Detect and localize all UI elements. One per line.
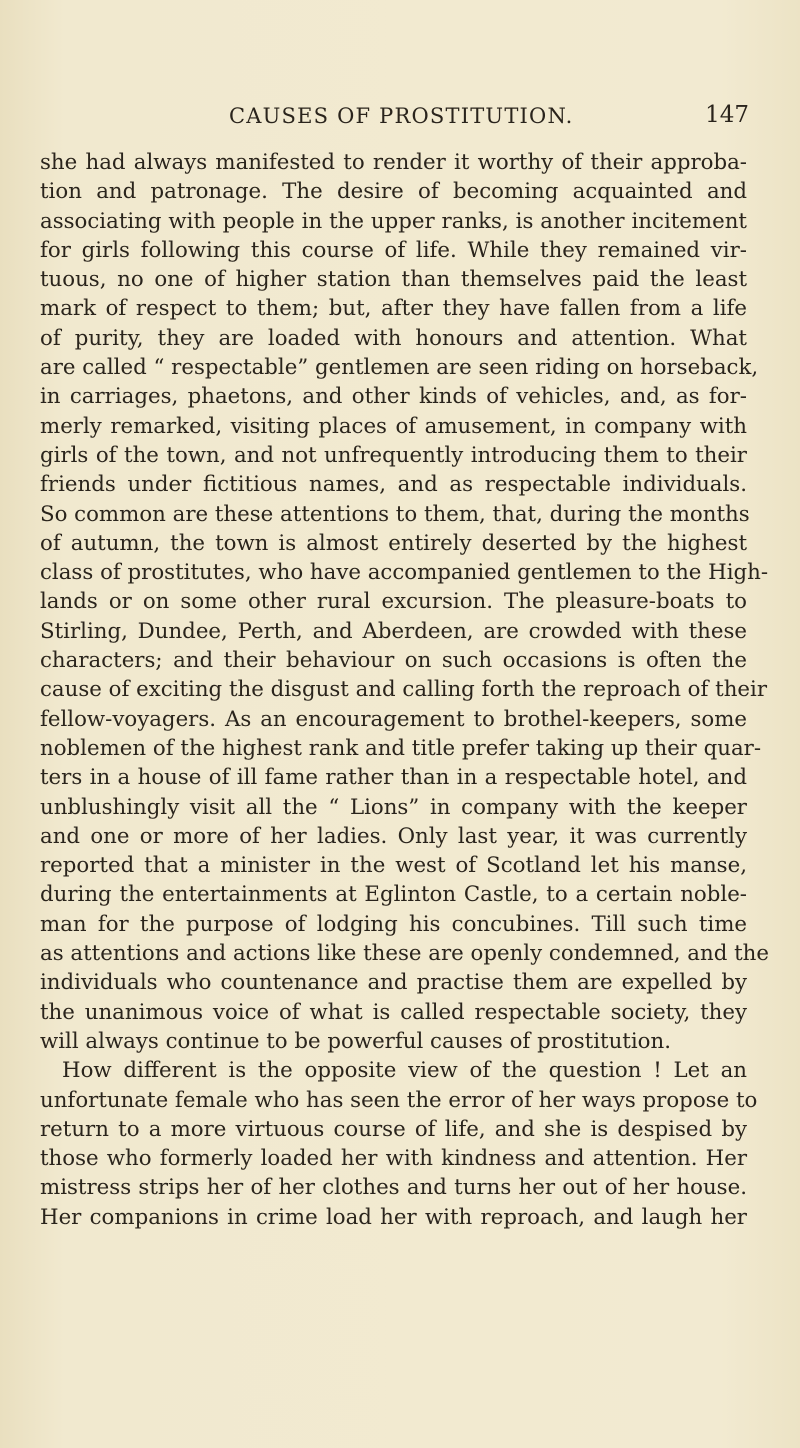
text-line: tuous, no one of higher station than themselves paid the least: [40, 267, 747, 293]
text-line: during the entertainments at Eglinton Castle, to a certain noble-: [40, 882, 747, 908]
page-header: [229, 104, 749, 144]
text-line: the unanimous voice of what is called respectable society, they: [40, 999, 747, 1025]
page-number: 147: [705, 102, 749, 128]
text-line: cause of exciting the disgust and calling forth the reproach of their: [40, 677, 768, 703]
text-line: those who formerly loaded her with kindness and attention. Her: [40, 1146, 747, 1172]
text-line: as attentions and actions like these are openly condemned, and the: [40, 941, 769, 967]
running-head: CAUSES OF PROSTITUTION.: [229, 104, 574, 128]
text-line: tion and patronage. The desire of becoming acquainted and: [40, 179, 747, 205]
text-line: friends under fictitious names, and as respectable individuals.: [40, 472, 747, 498]
text-line: are called “ respectable” gentlemen are seen riding on horseback,: [40, 355, 759, 381]
text-line: lands or on some other rural excursion. The pleasure-boats to: [40, 589, 747, 615]
text-line: of purity, they are loaded with honours and attention. What: [40, 325, 747, 351]
text-line: girls of the town, and not unfrequently introducing them to their: [40, 442, 747, 468]
text-line: ters in a house of ill fame rather than in a respectable hotel, and: [40, 765, 747, 791]
body-text: [40, 148, 769, 1232]
text-line: man for the purpose of lodging his concubines. Till such time: [40, 911, 747, 937]
text-line: Her companions in crime load her with reproach, and laugh her: [40, 1204, 747, 1230]
text-line: unblushingly visit all the “ Lions” in company with the keeper: [40, 794, 747, 820]
text-line: return to a more virtuous course of life, and she is despised by: [40, 1116, 747, 1142]
text-line: reported that a minister in the west of Scotland let his manse,: [40, 853, 747, 879]
text-line: unfortunate female who has seen the error of her ways propose to: [40, 1087, 758, 1113]
text-line: merly remarked, visiting places of amusement, in company with: [40, 413, 747, 439]
text-line: individuals who countenance and practise them are expelled by: [40, 970, 747, 996]
text-line: How different is the opposite view of the question ! Let an: [62, 1058, 747, 1084]
text-line: of autumn, the town is almost entirely deserted by the highest: [40, 530, 747, 556]
text-line: Stirling, Dundee, Perth, and Aberdeen, are crowded with these: [40, 618, 747, 644]
text-line: fellow-voyagers. As an encouragement to brothel-keepers, some: [40, 706, 747, 732]
text-line: and one or more of her ladies. Only last year, it was currently: [40, 823, 747, 849]
text-line: mark of respect to them; but, after they have fallen from a life: [40, 296, 747, 322]
text-line: class of prostitutes, who have accompanied gentlemen to the High-: [40, 560, 769, 586]
text-line: mistress strips her of her clothes and turns her out of her house.: [40, 1175, 747, 1201]
text-line: associating with people in the upper ranks, is another incitement: [40, 208, 747, 234]
text-line: will always continue to be powerful causes of prostitution.: [40, 1028, 671, 1054]
text-line: characters; and their behaviour on such occasions is often the: [40, 648, 747, 674]
text-line: she had always manifested to render it worthy of their approba-: [40, 150, 747, 175]
text-line: in carriages, phaetons, and other kinds of vehicles, and, as for-: [40, 384, 747, 410]
text-line: noblemen of the highest rank and title prefer taking up their quar-: [40, 735, 762, 761]
text-line: So common are these attentions to them, that, during the months: [40, 501, 750, 527]
text-line: for girls following this course of life. While they remained vir-: [40, 237, 747, 263]
